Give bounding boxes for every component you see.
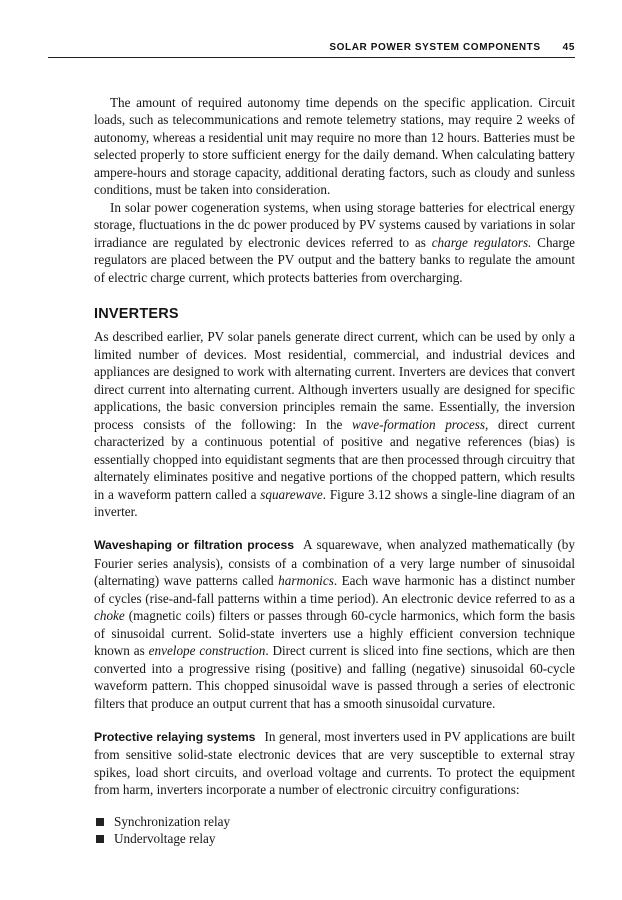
section-heading-inverters: INVERTERS — [94, 305, 179, 322]
list-item: Undervoltage relay — [94, 830, 575, 848]
page-number: 45 — [562, 42, 575, 53]
paragraph-inverters: As described earlier, PV solar panels generate direct current, which can be used by only a limited number of devices. Most residential, commercial, and industrial devices and appliances are designed to work with alternating current. Inverters are devices that convert direct current into alternating current. Although inverters usually are designed for specific applications, the basic conversion principles remain the same. Essentially, the inversion process consists of the following: In the wave-formation process, direct current characterized by a continuous potential of positive and negative references (bias) is essentially chopped into equidistant segments that are then processed through circuitry that alternately eliminates positive and negative portions of the chopped pattern, which results in a waveform pattern called a squarewave. Figure 3.12 shows a single-line diagram of an inverter. — [94, 329, 575, 519]
running-title: SOLAR POWER SYSTEM COMPONENTS — [329, 42, 541, 53]
term-squarewave: squarewave — [260, 486, 323, 502]
list-item: Synchronization relay — [94, 813, 575, 831]
header-rule — [48, 57, 575, 58]
spacer — [94, 520, 575, 536]
term-choke: choke — [94, 608, 125, 624]
subheading-protective-relaying: Protective relaying systems — [94, 729, 256, 744]
running-head — [48, 42, 575, 53]
term-envelope-construction: envelope construction — [148, 643, 266, 659]
paragraph-autonomy: The amount of required autonomy time depends on the specific application. Circuit loads, such as telecommunications and remote telemetry stations, may require 2 weeks of autonomy, whereas a residential unit may require no more than 12 hours. Batteries must be selected properly to store sufficient energy for the daily demand. When calculating battery ampere-hours and storage capacity, additional derating factors, such as cloudy and sunless conditions, must be taken into consideration. — [94, 95, 575, 198]
relay-list — [94, 813, 575, 848]
term-wave-formation: wave-formation process, — [352, 416, 489, 432]
paragraph-protective-relaying: Protective relaying systems In general, most inverters used in PV applications are built from sensitive solid-state electronic devices that are very susceptible to external stray spikes, load short circuits, and overload voltage and currents. To protect the equipment from harm, inverters incorporate a number of electronic circuitry configurations: — [94, 728, 576, 798]
body-text — [94, 94, 575, 848]
subheading-waveshaping: Waveshaping or filtration process — [94, 538, 295, 553]
paragraph-charge-regulators: In solar power cogeneration systems, when using storage batteries for electrical energy storage, fluctuations in the dc power produced by PV systems caused by variations in solar irradiance are regulated by electronic devices referred to as charge regulators. Charge regulators are placed between the PV output and the battery banks to regulate the amount of electric charge current, which protects batteries from overcharging. — [94, 199, 576, 285]
square-bullet-icon — [96, 835, 104, 843]
term-harmonics: harmonics — [278, 573, 334, 589]
square-bullet-icon — [96, 818, 104, 826]
term-charge-regulators: charge regulators. — [431, 234, 532, 250]
spacer — [94, 712, 575, 728]
paragraph-waveshaping: Waveshaping or filtration process A squarewave, when analyzed mathematically (by Fourier series analysis), consists of a combination of a very large number of sinusoidal (alternating) wave patterns called harmonics. Each wave harmonic has a distinct number of cycles (rise-and-fall patterns within a time period). An electronic device referred to as a choke (magnetic coils) filters or passes through 60-cycle harmonics, which form the basis of sinusoidal current. Solid-state inverters use a highly efficient conversion technique known as envelope construction. Direct current is sliced into fine sections, which are then converted into a progressive rising (positive) and falling (negative) sinusoidal 60-cycle waveform pattern. This chopped sinusoidal wave is passed through a series of electronic filters that produce an output current that has a smooth sinusoidal curvature. — [94, 537, 576, 711]
